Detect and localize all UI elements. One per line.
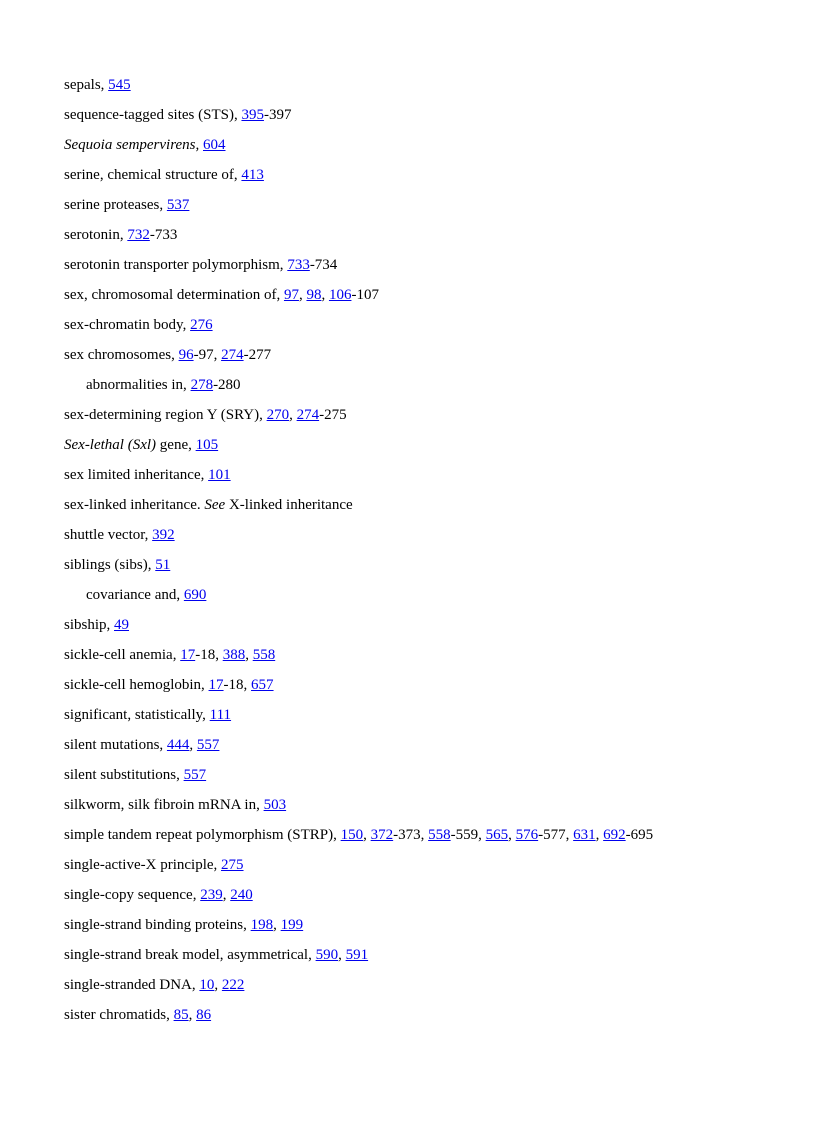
entry-text: -733: [149, 227, 178, 243]
entry-text: ,: [222, 887, 231, 903]
index-entry: [64, 190, 804, 220]
index-subentry: [64, 580, 804, 610]
entry-text: -275: [319, 407, 347, 423]
page-reference-link[interactable]: 17: [208, 677, 224, 693]
index-entry: [64, 520, 804, 550]
entry-text: serine, chemical structure of,: [64, 167, 242, 183]
page-reference-link[interactable]: 392: [152, 527, 175, 543]
entry-text: simple tandem repeat polymorphism (STRP),: [64, 827, 341, 843]
page-reference-link[interactable]: 86: [196, 1007, 212, 1023]
entry-text: silent substitutions,: [64, 767, 184, 783]
entry-text: -373,: [393, 827, 429, 843]
entry-text: single-active-X principle,: [64, 857, 222, 873]
page-reference-link[interactable]: 690: [183, 587, 207, 603]
page-reference-link[interactable]: 545: [108, 77, 131, 93]
entry-text: ,: [214, 977, 222, 993]
index-entry: [64, 220, 804, 250]
entry-text: ,: [289, 407, 297, 423]
index-entry: [64, 280, 804, 310]
italic-term: See: [204, 497, 226, 513]
page-reference-link[interactable]: 558: [428, 827, 451, 843]
italic-term: Sequoia sempervirens,: [64, 137, 200, 153]
index-entry: [64, 790, 804, 820]
page-reference-link[interactable]: 96: [178, 347, 194, 363]
entry-text: covariance and,: [86, 587, 184, 603]
page-reference-link[interactable]: 537: [166, 197, 190, 213]
italic-term: Sex-lethal (Sxl): [64, 437, 157, 453]
index-entry: [64, 640, 804, 670]
page-reference-link[interactable]: 270: [266, 407, 290, 423]
page-reference-link[interactable]: 10: [199, 977, 215, 993]
page-reference-link[interactable]: 565: [485, 827, 509, 843]
entry-text: abnormalities in,: [86, 377, 191, 393]
page-reference-link[interactable]: 275: [221, 857, 244, 873]
page-reference-link[interactable]: 274: [221, 347, 244, 363]
index-entry: [64, 610, 804, 640]
index-entry: [64, 700, 804, 730]
page-reference-link[interactable]: 372: [370, 827, 394, 843]
index-entry: [64, 100, 804, 130]
page-reference-link[interactable]: 105: [195, 437, 219, 453]
entry-text: sex, chromosomal determination of,: [64, 287, 284, 303]
index-entry-list: [64, 70, 804, 1030]
entry-text: ,: [245, 647, 253, 663]
index-entry: [64, 310, 804, 340]
index-entry: [64, 940, 804, 970]
entry-text: -18,: [223, 677, 252, 693]
entry-text: sickle-cell hemoglobin,: [64, 677, 209, 693]
index-entry: [64, 850, 804, 880]
entry-text: sex-determining region Y (SRY),: [64, 407, 267, 423]
entry-text: serotonin,: [64, 227, 128, 243]
page-reference-link[interactable]: 222: [221, 977, 245, 993]
page-reference-link[interactable]: 106: [328, 287, 352, 303]
entry-text: sex chromosomes,: [64, 347, 179, 363]
page-reference-link[interactable]: 98: [306, 287, 322, 303]
index-entry: [64, 160, 804, 190]
page-reference-link[interactable]: 631: [573, 827, 596, 843]
entry-text: ,: [321, 287, 329, 303]
page-reference-link[interactable]: 51: [155, 557, 171, 573]
page-reference-link[interactable]: 444: [166, 737, 190, 753]
entry-text: significant, statistically,: [64, 707, 210, 723]
entry-text: -277: [243, 347, 272, 363]
entry-text: single-copy sequence,: [64, 887, 201, 903]
index-entry: [64, 460, 804, 490]
entry-text: siblings (sibs),: [64, 557, 156, 573]
index-entry: [64, 760, 804, 790]
page-reference-link[interactable]: 692: [603, 827, 626, 843]
page-reference-link[interactable]: 17: [180, 647, 196, 663]
entry-text: ,: [188, 1007, 197, 1023]
index-entry: [64, 400, 804, 430]
entry-text: single-strand binding proteins,: [64, 917, 251, 933]
page-reference-link[interactable]: 732: [127, 227, 150, 243]
entry-text: sex-chromatin body,: [64, 317, 191, 333]
entry-text: ,: [508, 827, 516, 843]
page-reference-link[interactable]: 240: [230, 887, 253, 903]
entry-text: silent mutations,: [64, 737, 167, 753]
entry-text: ,: [595, 827, 604, 843]
entry-text: ,: [298, 287, 307, 303]
index-entry: [64, 820, 804, 850]
entry-text: sequence-tagged sites (STS),: [64, 107, 242, 123]
page-reference-link[interactable]: 276: [190, 317, 213, 333]
entry-text: -107: [351, 287, 379, 303]
page-reference-link[interactable]: 49: [114, 617, 130, 633]
page-reference-link[interactable]: 557: [196, 737, 220, 753]
page-reference-link[interactable]: 85: [173, 1007, 189, 1023]
entry-text: -18,: [195, 647, 223, 663]
entry-text: sex-linked inheritance.: [64, 497, 205, 513]
entry-text: single-stranded DNA,: [64, 977, 200, 993]
index-entry: [64, 490, 804, 520]
index-entry: [64, 1000, 804, 1030]
entry-text: -577,: [538, 827, 574, 843]
page-reference-link[interactable]: 274: [296, 407, 320, 423]
page-reference-link[interactable]: 395: [241, 107, 264, 123]
entry-text: -280: [213, 377, 241, 393]
entry-text: -397: [263, 107, 292, 123]
page-reference-link[interactable]: 111: [209, 707, 232, 723]
entry-text: sex limited inheritance,: [64, 467, 209, 483]
page-reference-link[interactable]: 576: [515, 827, 539, 843]
entry-text: serotonin transporter polymorphism,: [64, 257, 288, 273]
page-reference-link[interactable]: 503: [263, 797, 287, 813]
entry-text: -559,: [450, 827, 486, 843]
entry-text: sickle-cell anemia,: [64, 647, 181, 663]
index-entry: [64, 250, 804, 280]
entry-text: ,: [273, 917, 281, 933]
entry-text: -97,: [193, 347, 222, 363]
page-reference-link[interactable]: 557: [183, 767, 207, 783]
index-entry: [64, 970, 804, 1000]
entry-text: sister chromatids,: [64, 1007, 174, 1023]
page-reference-link[interactable]: 590: [315, 947, 339, 963]
page-reference-link[interactable]: 150: [340, 827, 364, 843]
index-entry: [64, 880, 804, 910]
index-entry: [64, 670, 804, 700]
page-reference-link[interactable]: 239: [200, 887, 223, 903]
entry-text: serine proteases,: [64, 197, 167, 213]
page-reference-link[interactable]: 199: [280, 917, 304, 933]
index-entry: [64, 430, 804, 460]
entry-text: X-linked inheritance: [225, 497, 353, 513]
entry-text: single-strand break model, asymmetrical,: [64, 947, 316, 963]
page-reference-link[interactable]: 591: [345, 947, 369, 963]
page-reference-link[interactable]: 97: [283, 287, 299, 303]
page-reference-link[interactable]: 657: [251, 677, 274, 693]
index-entry: [64, 340, 804, 370]
page-reference-link[interactable]: 388: [222, 647, 246, 663]
entry-text: ,: [363, 827, 371, 843]
index-entry: [64, 130, 804, 160]
page-reference-link[interactable]: 198: [250, 917, 274, 933]
entry-text: -734: [309, 257, 338, 273]
index-entry: [64, 910, 804, 940]
index-entry: [64, 730, 804, 760]
entry-text: gene,: [156, 437, 196, 453]
page-reference-link[interactable]: 278: [190, 377, 214, 393]
entry-text: sepals,: [64, 77, 109, 93]
index-entry: [64, 70, 804, 100]
entry-text: ,: [338, 947, 346, 963]
page-reference-link[interactable]: 101: [208, 467, 231, 483]
page-reference-link[interactable]: 413: [241, 167, 264, 183]
index-subentry: [64, 370, 804, 400]
index-entry: [64, 550, 804, 580]
entry-text: shuttle vector,: [64, 527, 153, 543]
entry-text: -695: [625, 827, 654, 843]
page-reference-link[interactable]: 604: [203, 137, 226, 153]
page-reference-link[interactable]: 558: [252, 647, 276, 663]
entry-text: ,: [189, 737, 197, 753]
entry-text: sibship,: [64, 617, 115, 633]
page-reference-link[interactable]: 733: [287, 257, 310, 273]
entry-text: silkworm, silk fibroin mRNA in,: [64, 797, 264, 813]
